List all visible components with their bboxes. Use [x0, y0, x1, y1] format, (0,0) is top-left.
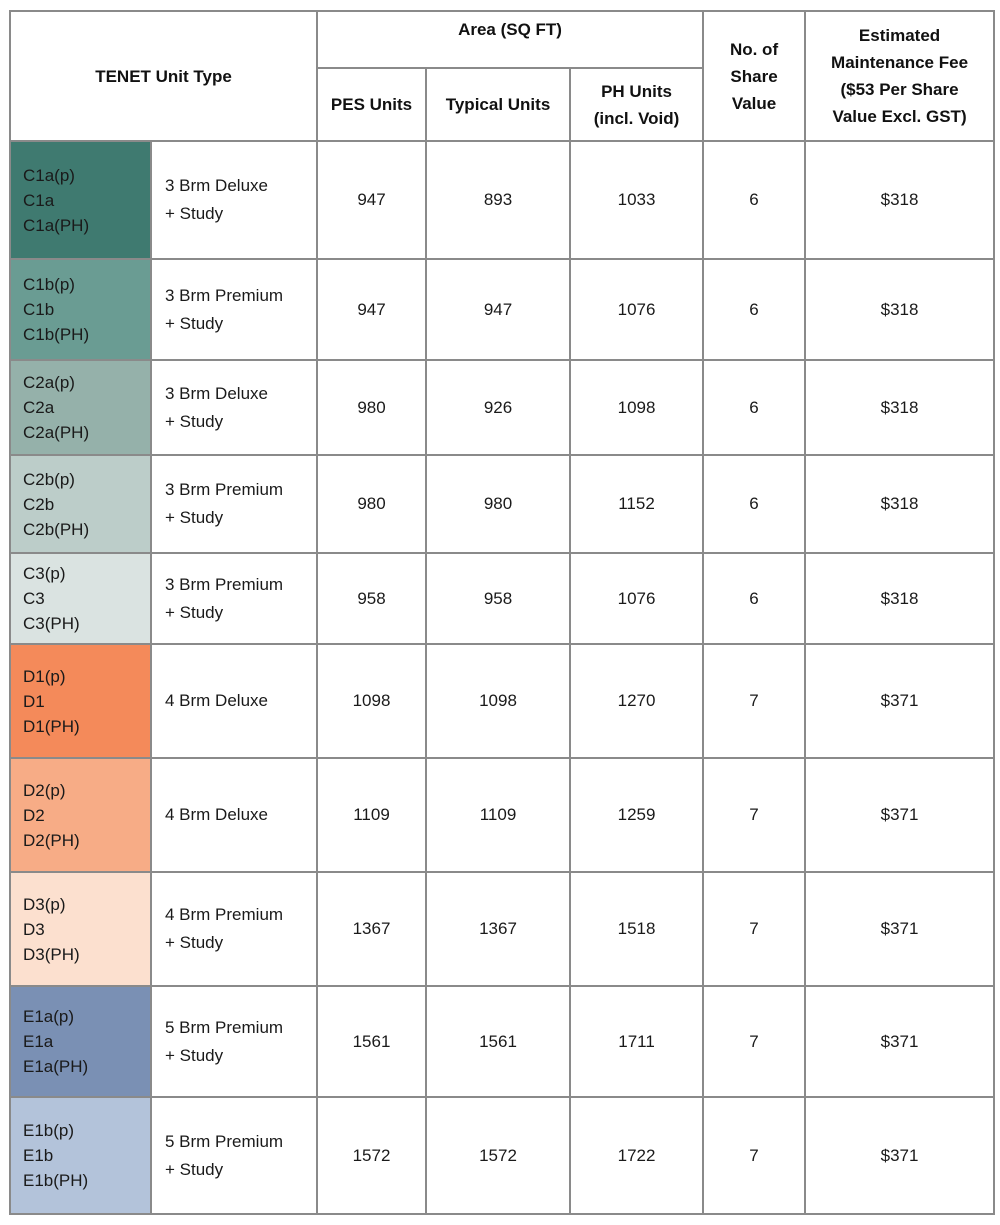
- ph-units-cell: 1270: [570, 644, 703, 758]
- unit-description-cell: [151, 259, 317, 360]
- maintenance-fee-cell: $371: [805, 1097, 994, 1214]
- ph-units-cell: 1152: [570, 455, 703, 553]
- share-value-cell: 6: [703, 360, 805, 455]
- table-row: [10, 455, 994, 553]
- unit-description: + Study: [165, 204, 224, 223]
- unit-description: 4 Brm Premium: [165, 905, 284, 924]
- unit-code: D2: [23, 805, 45, 825]
- table-row: [10, 360, 994, 455]
- unit-description: 3 Brm Deluxe: [165, 176, 268, 195]
- unit-description: + Study: [165, 1159, 224, 1179]
- ph-units-cell: 1722: [570, 1097, 703, 1214]
- header-ph-units: [570, 68, 703, 141]
- unit-code-cell: [10, 758, 151, 872]
- ph-units-cell: 1076: [570, 259, 703, 360]
- table-body: [10, 141, 994, 1214]
- unit-code: D1(p): [23, 666, 66, 686]
- unit-description-cell: [151, 455, 317, 553]
- unit-code: E1a(p): [23, 1007, 75, 1026]
- header-fee-line: Estimated: [858, 26, 941, 45]
- header-unit-type: TENET Unit Type: [10, 11, 317, 141]
- unit-description-cell: [151, 1097, 317, 1214]
- typical-units-cell: 1098: [426, 644, 570, 758]
- unit-code: C3(p): [23, 564, 66, 583]
- ph-units-cell: 1711: [570, 986, 703, 1097]
- table-row: [10, 644, 994, 758]
- ph-units-cell: 1076: [570, 553, 703, 644]
- header-share-value-line: Value: [731, 93, 777, 113]
- typical-units-cell: 958: [426, 553, 570, 644]
- header-fee-line: ($53 Per Share: [840, 80, 959, 99]
- share-value-cell: 6: [703, 455, 805, 553]
- typical-units-cell: 926: [426, 360, 570, 455]
- table-row: [10, 986, 994, 1097]
- header-pes-units: PES Units: [317, 68, 426, 141]
- maintenance-fee-cell: $371: [805, 872, 994, 986]
- unit-code: C3(PH): [23, 614, 80, 633]
- unit-code: D2(p): [23, 780, 66, 800]
- typical-units-cell: 947: [426, 259, 570, 360]
- header-fee-line: Value Excl. GST): [832, 107, 967, 126]
- unit-code: D2(PH): [23, 830, 80, 850]
- header-share-value: [703, 11, 805, 141]
- share-value-cell: 7: [703, 644, 805, 758]
- typical-units-cell: 1572: [426, 1097, 570, 1214]
- unit-code: C1b(PH): [23, 325, 90, 344]
- header-ph-units-line: PH Units: [601, 81, 672, 101]
- unit-code: E1b: [23, 1146, 54, 1165]
- maintenance-fee-cell: $318: [805, 259, 994, 360]
- unit-code-cell: [10, 872, 151, 986]
- unit-description: 3 Brm Premium: [165, 480, 284, 499]
- typical-units-cell: 893: [426, 141, 570, 259]
- unit-description-cell: [151, 872, 317, 986]
- ph-units-cell: 1033: [570, 141, 703, 259]
- unit-description: 5 Brm Premium: [165, 1017, 284, 1037]
- typical-units-cell: 980: [426, 455, 570, 553]
- unit-description: 4 Brm Deluxe: [165, 691, 268, 710]
- maintenance-fee-cell: $318: [805, 553, 994, 644]
- pes-units-cell: 947: [317, 141, 426, 259]
- unit-description-cell: [151, 360, 317, 455]
- share-value-cell: 7: [703, 872, 805, 986]
- ph-units-cell: 1259: [570, 758, 703, 872]
- unit-code-cell: [10, 360, 151, 455]
- unit-code: C2a(p): [23, 373, 75, 392]
- pes-units-cell: 980: [317, 360, 426, 455]
- unit-code-cell: [10, 455, 151, 553]
- unit-code: D3(p): [23, 894, 66, 914]
- unit-code: C1b: [23, 300, 55, 319]
- unit-code: E1b(p): [23, 1121, 75, 1140]
- pes-units-cell: 1098: [317, 644, 426, 758]
- ph-units-cell: 1098: [570, 360, 703, 455]
- maintenance-fee-cell: $371: [805, 758, 994, 872]
- unit-description: + Study: [165, 508, 224, 527]
- header-fee-line: Maintenance Fee: [831, 53, 969, 72]
- table-row: [10, 872, 994, 986]
- unit-code: C2a: [23, 398, 55, 417]
- share-value-cell: 7: [703, 758, 805, 872]
- share-value-cell: 6: [703, 553, 805, 644]
- unit-description: + Study: [165, 933, 224, 952]
- unit-code: C1a(p): [23, 165, 75, 185]
- unit-description-cell: [151, 758, 317, 872]
- pes-units-cell: 1572: [317, 1097, 426, 1214]
- unit-code: C2b: [23, 494, 55, 514]
- header-typical-units: Typical Units: [426, 68, 570, 141]
- maintenance-fee-cell: $371: [805, 986, 994, 1097]
- table-row: [10, 553, 994, 644]
- unit-description: 4 Brm Deluxe: [165, 805, 268, 824]
- unit-code: C2b(PH): [23, 519, 90, 539]
- unit-code: E1a: [23, 1032, 54, 1051]
- share-value-cell: 7: [703, 1097, 805, 1214]
- share-value-cell: 7: [703, 986, 805, 1097]
- typical-units-cell: 1367: [426, 872, 570, 986]
- unit-code: D1: [23, 691, 45, 711]
- maintenance-fee-cell: $318: [805, 360, 994, 455]
- pes-units-cell: 1109: [317, 758, 426, 872]
- unit-description: 3 Brm Premium: [165, 285, 284, 305]
- unit-code: E1b(PH): [23, 1171, 89, 1190]
- maintenance-fee-cell: $318: [805, 141, 994, 259]
- unit-description: 3 Brm Premium: [165, 574, 284, 594]
- unit-description-cell: [151, 553, 317, 644]
- share-value-cell: 6: [703, 141, 805, 259]
- unit-description-cell: [151, 986, 317, 1097]
- header-area: Area (SQ FT): [317, 11, 703, 68]
- table-row: [10, 1097, 994, 1214]
- header-maintenance-fee: [805, 11, 994, 141]
- unit-code-cell: [10, 259, 151, 360]
- unit-code: D3: [23, 919, 45, 939]
- unit-code: C2b(p): [23, 469, 75, 489]
- unit-code: C1a: [23, 190, 55, 210]
- typical-units-cell: 1109: [426, 758, 570, 872]
- header-share-value-line: Share: [730, 66, 778, 86]
- pes-units-cell: 947: [317, 259, 426, 360]
- unit-code: C2a(PH): [23, 423, 90, 442]
- unit-description: + Study: [165, 602, 224, 622]
- unit-code: C3: [23, 589, 45, 608]
- maintenance-fee-cell: $318: [805, 455, 994, 553]
- pes-units-cell: 958: [317, 553, 426, 644]
- unit-description-cell: [151, 644, 317, 758]
- typical-units-cell: 1561: [426, 986, 570, 1097]
- unit-code: D1(PH): [23, 716, 80, 736]
- unit-type-table: [9, 10, 995, 1215]
- pes-units-cell: 1561: [317, 986, 426, 1097]
- unit-description: 5 Brm Premium: [165, 1131, 284, 1151]
- unit-code-cell: [10, 986, 151, 1097]
- unit-code: D3(PH): [23, 944, 80, 964]
- unit-code-cell: [10, 553, 151, 644]
- maintenance-fee-cell: $371: [805, 644, 994, 758]
- header-ph-units-line: (incl. Void): [593, 108, 680, 128]
- unit-code-cell: [10, 141, 151, 259]
- unit-code: C1b(p): [23, 275, 75, 294]
- unit-description-cell: [151, 141, 317, 259]
- unit-description: + Study: [165, 411, 224, 431]
- unit-code: C1a(PH): [23, 215, 90, 235]
- table-row: [10, 259, 994, 360]
- unit-description: 3 Brm Deluxe: [165, 383, 268, 403]
- unit-description: + Study: [165, 1045, 224, 1065]
- pes-units-cell: 980: [317, 455, 426, 553]
- unit-code-cell: [10, 644, 151, 758]
- ph-units-cell: 1518: [570, 872, 703, 986]
- unit-code-cell: [10, 1097, 151, 1214]
- unit-code: E1a(PH): [23, 1057, 89, 1076]
- unit-description: + Study: [165, 313, 224, 333]
- pes-units-cell: 1367: [317, 872, 426, 986]
- share-value-cell: 6: [703, 259, 805, 360]
- header-share-value-line: No. of: [729, 39, 779, 59]
- table-row: [10, 758, 994, 872]
- table-row: [10, 141, 994, 259]
